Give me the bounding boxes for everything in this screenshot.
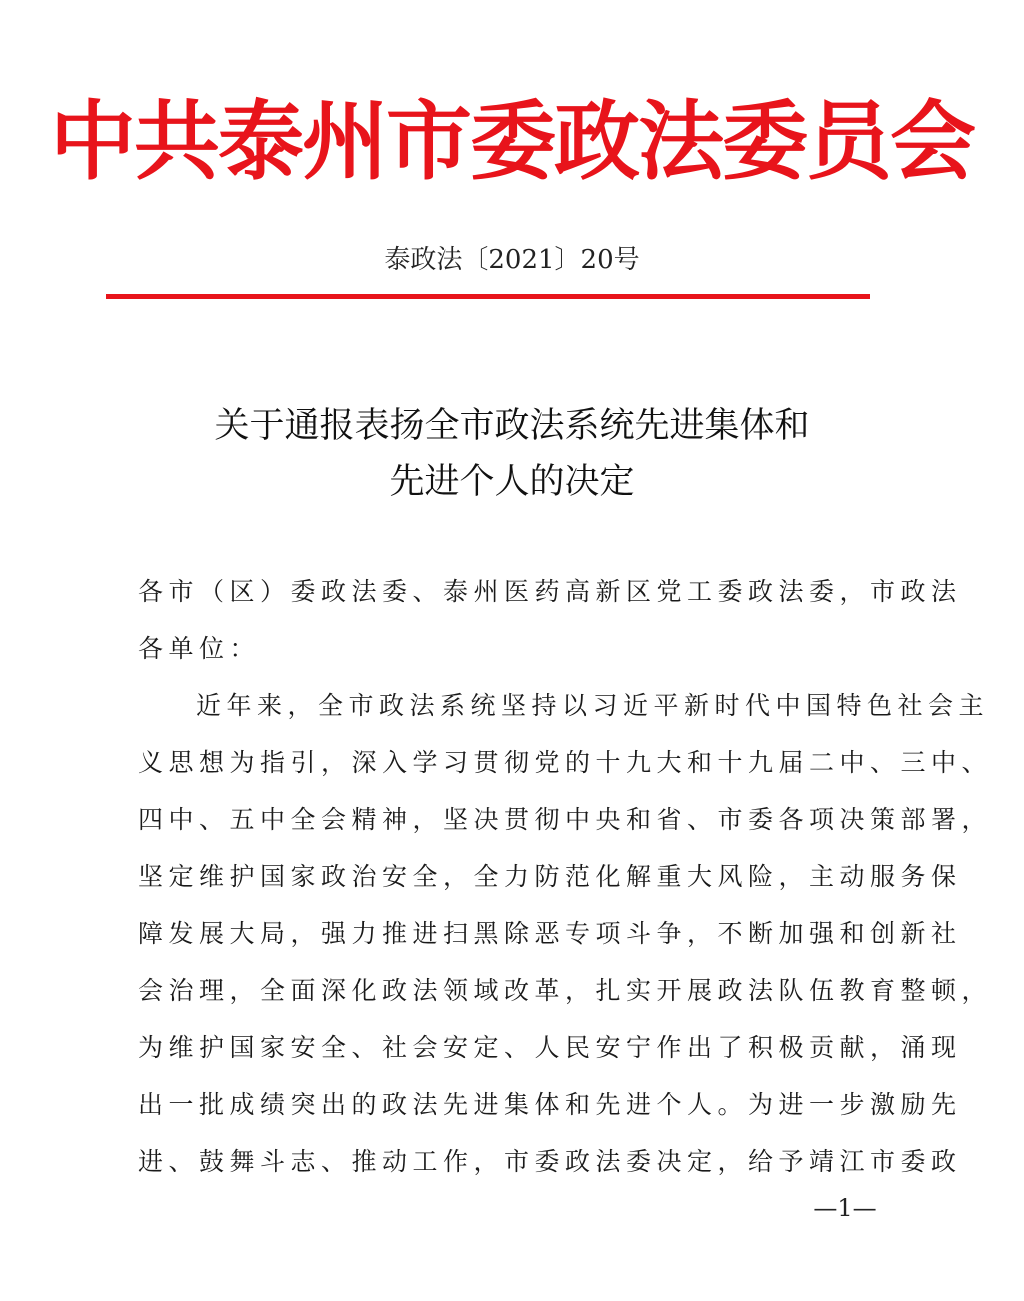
masthead-title: 中共泰州市委政法委员会 [50, 92, 974, 192]
document-number: 泰政法〔2021〕20号 [384, 245, 640, 275]
red-divider-line [106, 294, 870, 299]
page-number: —1— [813, 1194, 877, 1222]
body-paragraph-line: 近年来，全市政法系统坚持以习近平新时代中国特色社会主 [196, 691, 990, 720]
body-paragraph-line: 会治理，全面深化政法领域改革，扎实开展政法队伍教育整顿， [138, 976, 993, 1005]
body-paragraph-line: 为维护国家安全、社会安定、人民安宁作出了积极贡献，涌现 [138, 1033, 962, 1062]
body-paragraph-line: 进、鼓舞斗志、推动工作，市委政法委决定，给予靖江市委政 [138, 1147, 962, 1176]
salutation-line-2: 各单位： [138, 634, 261, 663]
body-paragraph-line: 四中、五中全会精神，坚决贯彻中央和省、市委各项决策部署， [138, 805, 993, 834]
body-paragraph-line: 坚定维护国家政治安全，全力防范化解重大风险，主动服务保 [138, 862, 962, 891]
body-paragraph-line: 出一批成绩突出的政法先进集体和先进个人。为进一步激励先 [138, 1090, 962, 1119]
document-title-line-2: 先进个人的决定 [389, 462, 635, 502]
body-paragraph-line: 义思想为指引，深入学习贯彻党的十九大和十九届二中、三中、 [138, 748, 993, 777]
salutation-line-1: 各市（区）委政法委、泰州医药高新区党工委政法委，市政法 [138, 577, 962, 606]
document-title [0, 398, 1024, 510]
body-paragraph-line: 障发展大局，强力推进扫黑除恶专项斗争，不断加强和创新社 [138, 919, 962, 948]
document-body [138, 563, 993, 1190]
document-title-line-1: 关于通报表扬全市政法系统先进集体和 [214, 406, 810, 446]
